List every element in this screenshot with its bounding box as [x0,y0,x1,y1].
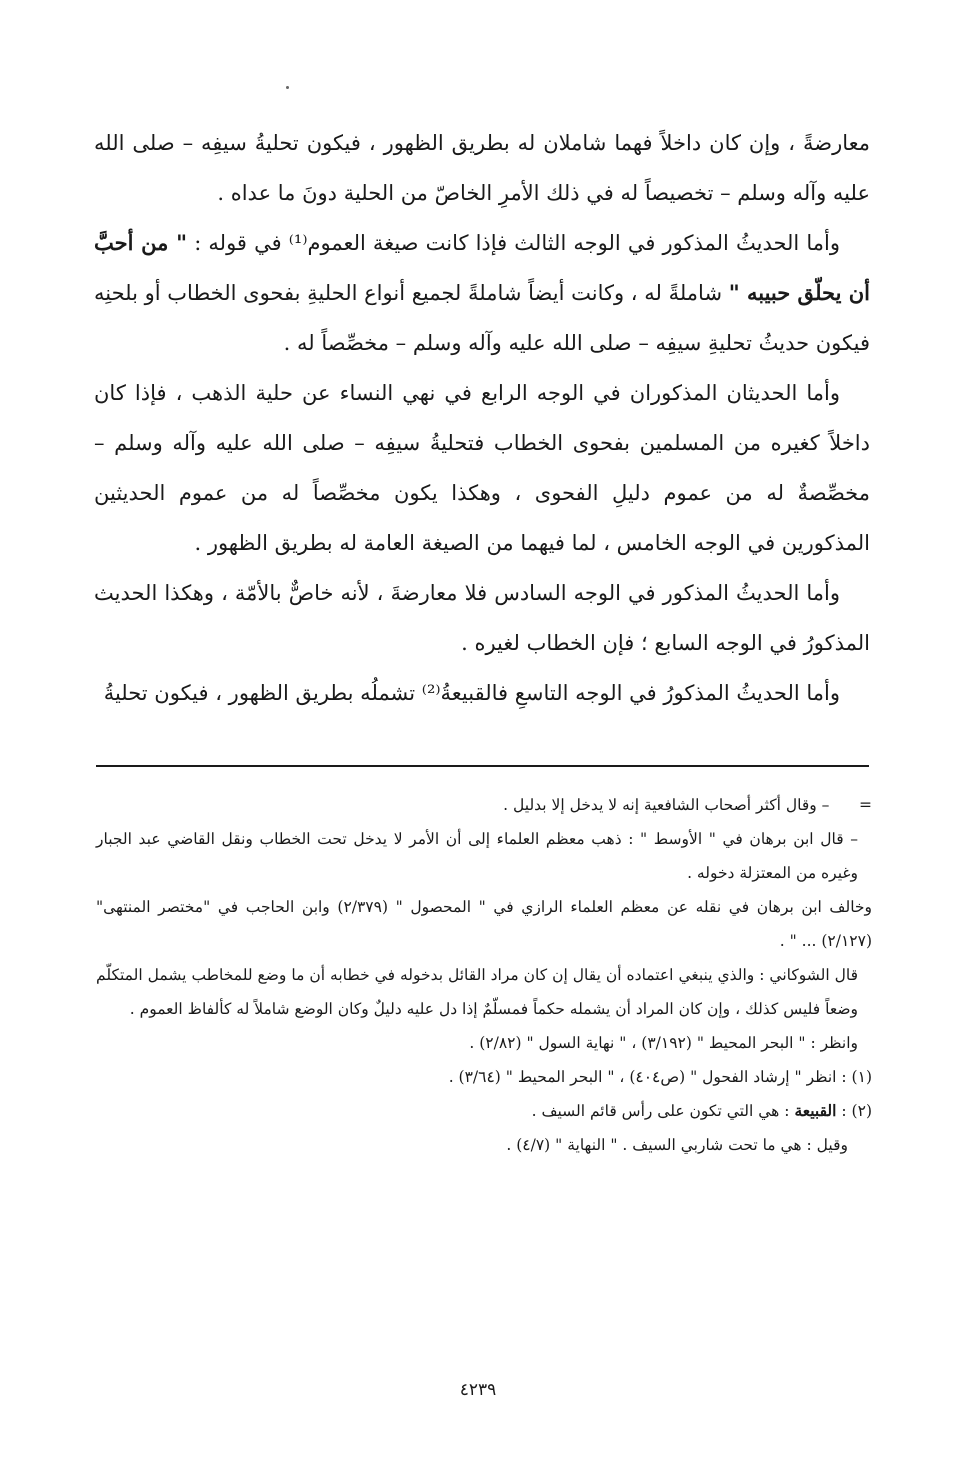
paragraph-3: وأما الحديثان المذكوران في الوجه الرابع في نهي النساء عن حلية الذهب ، فإذا كان داخلاً كغيره من المسلمين بفحوى الخطاب فتحليةُ سيفِه – صلى الله عليه وآله وسلم – مخصِّصةٌ له من عموم دليلِ الفحوى ، وهكذا يكون مخصِّصاً له من عموم الحديثين المذكورين في الوجه الخامس ، لما فيهما من الصيغة العامة له بطريق الظهور . [94,381,870,555]
footnote-2-term: القبيعة [794,1101,837,1120]
paragraph-2-rest: شاملةً له ، وكانت أيضاً شاملةً لجميع أنواع الحليةِ بفحوى الخطاب أو بلحنِه فيكون حديثُ تحليةِ سيفِه – صلى الله عليه وآله وسلم – مخصِّصاً له . [94,281,870,355]
footnote-cont-3: وخالف ابن برهان في نقله عن معظم العلماء الرازي في " المحصول " (٢/٣٧٩) وابن الحاجب في "مختصر المنتهى" (٢/١٢٧) ... " . [96,898,872,950]
footnote-cont-2: – قال ابن برهان في " الأوسط " : ذهب معظم العلماء إلى أن الأمر لا يدخل تحت الخطاب ونقل القاضي عبد الجبار وغيره من المعتزلة دخوله . [96,830,858,882]
paragraph-2 [94,218,870,368]
footnote-1: (١) : انظر " إرشاد الفحول " (ص٤٠٤) ، " البحر المحيط " (٣/٦٤) . [448,1068,872,1086]
speck [286,86,289,89]
footnote-2 [96,1094,872,1128]
footnote-2-label: (٢) : [841,1102,872,1120]
continuation-marker: = [859,796,872,814]
paragraph-5: وأما الحديثُ المذكورُ في الوجه التاسعِ فالقبيعةُ⁽²⁾ تشملُه بطريق الظهور ، فيكون تحليةُ [103,681,840,705]
footnote-2-text: : هي التي تكون على رأس قائم السيف . [531,1102,790,1120]
footnotes [96,788,872,1162]
quoted-hadith: " من أحبَّ أن يحلّق حبيبه " [94,230,870,305]
paragraph-1: معارضةً ، وإن كان داخلاً فهما شاملان له بطريق الظهور ، فيكون تحليةُ سيفِه – صلى الله عليه وآله وسلم – تخصيصاً له في ذلك الأمرِ الخاصّ من الحلية دونَ ما عداه . [94,131,870,205]
footnote-2-line-2: وقيل : هي ما تحت شاربي السيف . " النهاية " (٤/٧) . [506,1136,848,1154]
paragraph-2-text: وأما الحديثُ المذكور في الوجه الثالث فإذا كانت صيغة العموم⁽¹⁾ في قوله : [194,231,840,255]
footnote-cont-5: وانظر : " البحر المحيط " (٣/١٩٢) ، " نهاية السول " (٢/٨٢) . [469,1034,858,1052]
footnote-line: – وقال أكثر أصحاب الشافعية إنه لا يدخل إلا بدليل . [503,796,830,814]
footnote-cont-1 [96,788,872,822]
paragraph-4: وأما الحديثُ المذكور في الوجه السادس فلا معارضةَ ، لأنه خاصٌّ بالأمّة ، وهكذا الحديث المذكورُ في الوجه السابع ؛ فإن الخطاب لغيره . [94,581,870,655]
main-text [94,118,870,718]
page-number: ٤٢٣٩ [459,1380,497,1400]
footnote-divider [96,765,869,767]
footnote-cont-4: قال الشوكاني : والذي ينبغي اعتماده أن يقال إن كان مراد القائل بدخوله في خطابه أن ما وضع للمخاطب يشمل المتكلّم وضعاً فليس كذلك ، وإن كان المراد أن يشمله حكماً فمسلّمٌ إذا دل عليه دليلٌ وكان الوضع شاملاً له كألفاظ العموم . [96,966,858,1018]
